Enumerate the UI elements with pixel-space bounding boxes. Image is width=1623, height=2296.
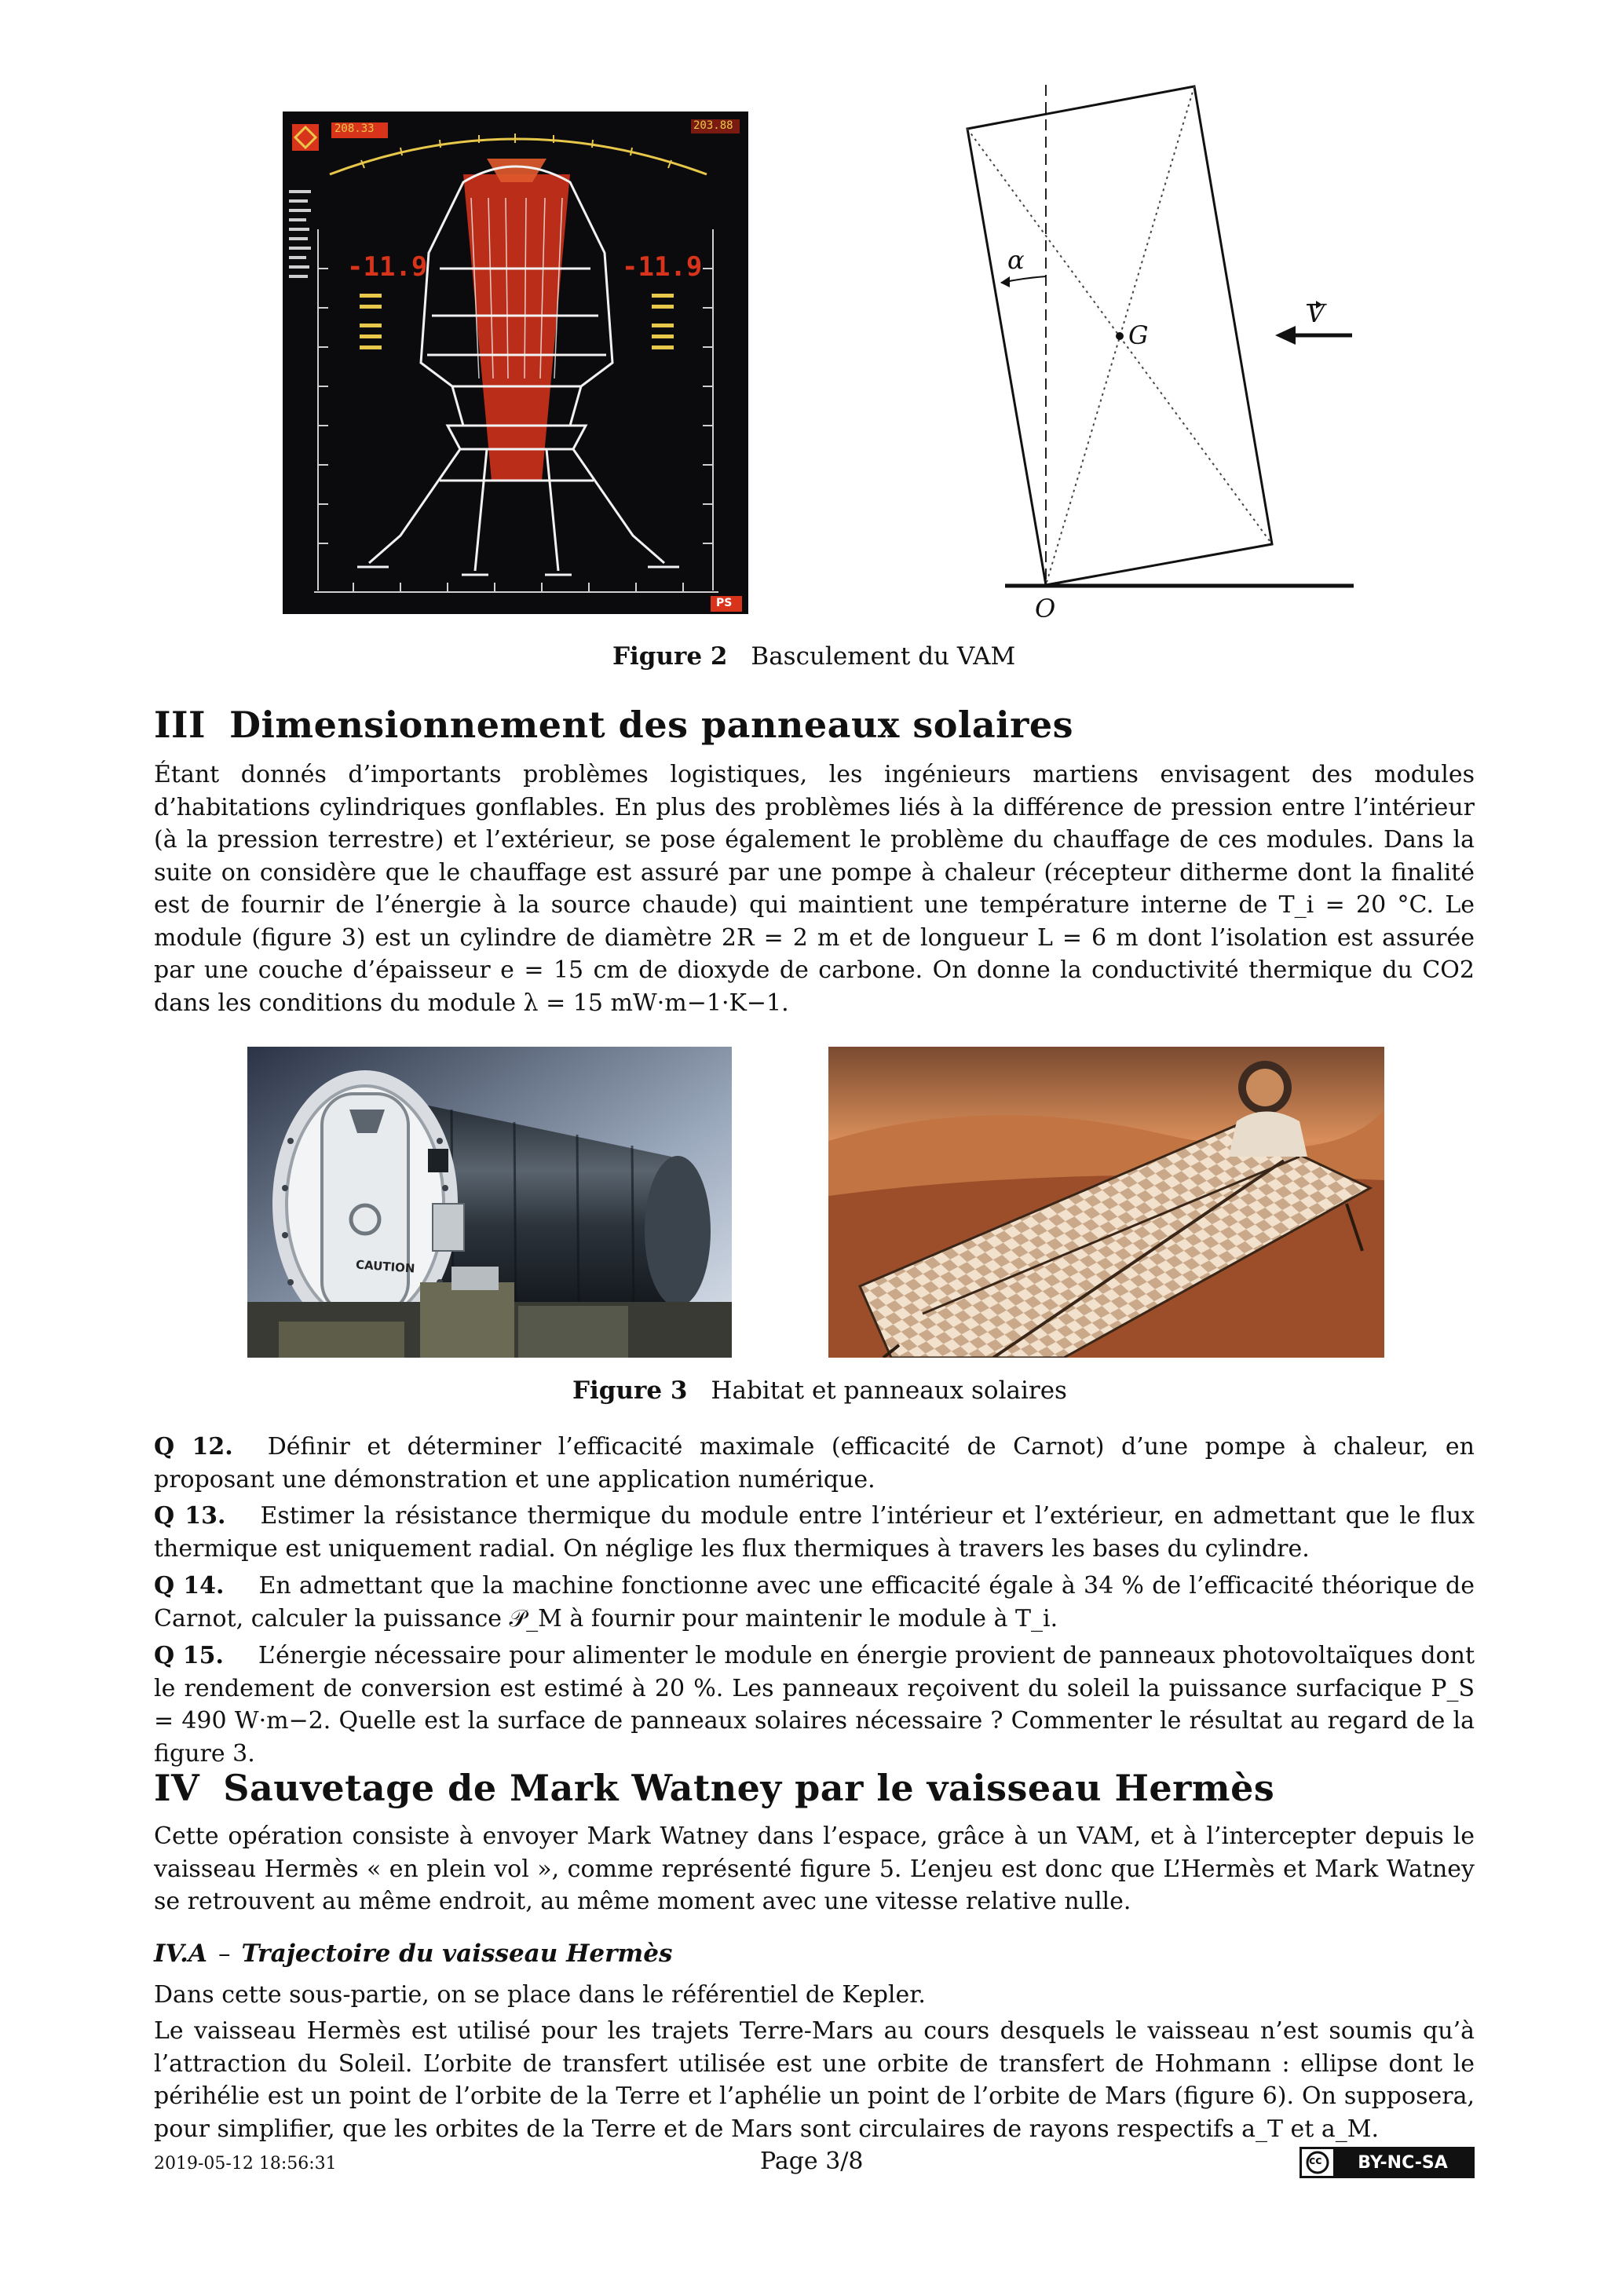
subsection4a-p1: Dans cette sous-partie, on se place dans le référentiel de Kepler. [154, 1981, 926, 2009]
question-12-label: Q 12. [154, 1433, 233, 1461]
figure2-caption [612, 642, 1015, 671]
hud-corner-tag: PS [716, 597, 733, 609]
cc-mark: cc [1309, 2155, 1322, 2167]
hud-top-right-value: 203.88 [693, 119, 733, 132]
creative-commons-icon [1302, 2149, 1333, 2176]
subsection4a-p2: Le vaisseau Hermès est utilisé pour les trajets Terre-Mars au cours desquels le vaisseau n’est soumis qu’à l’attraction du Soleil. L’orbite de transfert utilisée est une orbite de transfert de Hohmann : ellipse dont le périhélie est un point de l’orbite de la Terre et l’aphélie un point de l’orbite de Mars (figure 6). On supposera, pour simplifier, que les orbites de la Terre et de Mars sont circulaires de rayons respectifs a_T et a_M. [154, 2017, 1475, 2143]
label-alpha: α [1007, 245, 1025, 275]
label-V: V [1307, 298, 1325, 328]
question-14-text: En admettant que la machine fonctionne avec une efficacité égale à 34 % de l’efficacité théorique de Carnot, calculer la puissance 𝒫_M à fournir pour maintenir le module à T_i. [154, 1572, 1475, 1632]
hud-top-left-value: 208.33 [334, 122, 375, 135]
subsection4a-number: IV.A [154, 1940, 207, 1968]
question-13-label: Q 13. [154, 1502, 226, 1530]
figure2-label: Figure 2 [612, 642, 728, 671]
license-text: BY-NC-SA [1333, 2149, 1472, 2176]
figure3-caption [572, 1377, 1067, 1405]
solar-panels-image [828, 1047, 1384, 1358]
section4-number: IV [154, 1767, 200, 1809]
section4-title: Sauvetage de Mark Watney par le vaisseau Hermès [223, 1767, 1275, 1809]
figure3-label: Figure 3 [572, 1377, 688, 1405]
question-13-text: Estimer la résistance thermique du module entre l’intérieur et l’extérieur, en admettant que le flux thermique est uniquement radial. On néglige les flux thermiques à travers les bases du cylindre. [154, 1502, 1475, 1563]
question-14-label: Q 14. [154, 1572, 225, 1600]
section3-number: III [154, 704, 207, 746]
question-14 [154, 1570, 1475, 1635]
question-12-text: Définir et déterminer l’efficacité maximale (efficacité de Carnot) d’une pompe à chaleur, en proposant une démonstration et une application numérique. [154, 1433, 1475, 1493]
section4-heading [154, 1767, 1274, 1809]
section3-heading [154, 704, 1073, 746]
question-15 [154, 1640, 1475, 1770]
section3-title: Dimensionnement des panneaux solaires [229, 704, 1074, 746]
label-O: O [1035, 594, 1056, 623]
subsection4a-dash: – [217, 1940, 231, 1968]
habitat-image [247, 1047, 732, 1358]
hud-right-reading: -11.9 [622, 251, 703, 283]
subsection4a-heading [154, 1940, 672, 1968]
hud-left-reading: -11.9 [347, 251, 428, 283]
question-13 [154, 1500, 1475, 1565]
question-15-text: L’énergie nécessaire pour alimenter le module en énergie provient de panneaux photovoltaïques dont le rendement de conversion est estimé à 20 %. Les panneaux reçoivent du soleil la puissance surfacique P_S = 490 W·m−2. Quelle est la surface de panneaux solaires nécessaire ? Commenter le résultat au regard de la figure 3. [154, 1642, 1475, 1768]
figure3-caption-text: Habitat et panneaux solaires [711, 1377, 1067, 1405]
tipping-diagram [942, 71, 1382, 636]
section3-intro: Étant donnés d’importants problèmes logistiques, les ingénieurs martiens envisagent des modules d’habitations cylindriques gonflables. En plus des problèmes liés à la différence de pression entre l’intérieur (à la pression terrestre) et l’extérieur, se pose également le problème du chauffage de ces modules. Dans la suite on considère que le chauffage est assuré par une pompe à chaleur (récepteur ditherme dont la finalité est de fournir de l’énergie à la source chaude) qui maintient une température interne de T_i = 20 °C. Le module (figure 3) est un cylindre de diamètre 2R = 2 m et de longueur L = 6 m dont l’isolation est assurée par une couche d’épaisseur e = 15 cm de dioxyde de carbone. On donne la conductivité thermique du CO2 dans les conditions du module λ = 15 mW·m−1·K−1. [154, 761, 1475, 1017]
figure2-caption-text: Basculement du VAM [751, 642, 1016, 671]
section4-intro: Cette opération consiste à envoyer Mark Watney dans l’espace, grâce à un VAM, et à l’intercepter depuis le vaisseau Hermès « en plein vol », comme représenté figure 5. L’enjeu est donc que L’Hermès et Mark Watney se retrouvent au même endroit, au même moment avec une vitesse relative nulle. [154, 1823, 1475, 1915]
question-15-label: Q 15. [154, 1642, 224, 1669]
footer-page-number: Page 3/8 [760, 2148, 864, 2175]
label-G: G [1128, 320, 1149, 350]
license-badge[interactable] [1299, 2147, 1475, 2178]
subsection4a-title: Trajectoire du vaisseau Hermès [241, 1940, 673, 1968]
vam-hud-image [283, 112, 748, 614]
footer-timestamp: 2019-05-12 18:56:31 [154, 2154, 337, 2174]
question-12 [154, 1431, 1475, 1496]
habitat-caution-sticker: CAUTION [355, 1257, 416, 1276]
